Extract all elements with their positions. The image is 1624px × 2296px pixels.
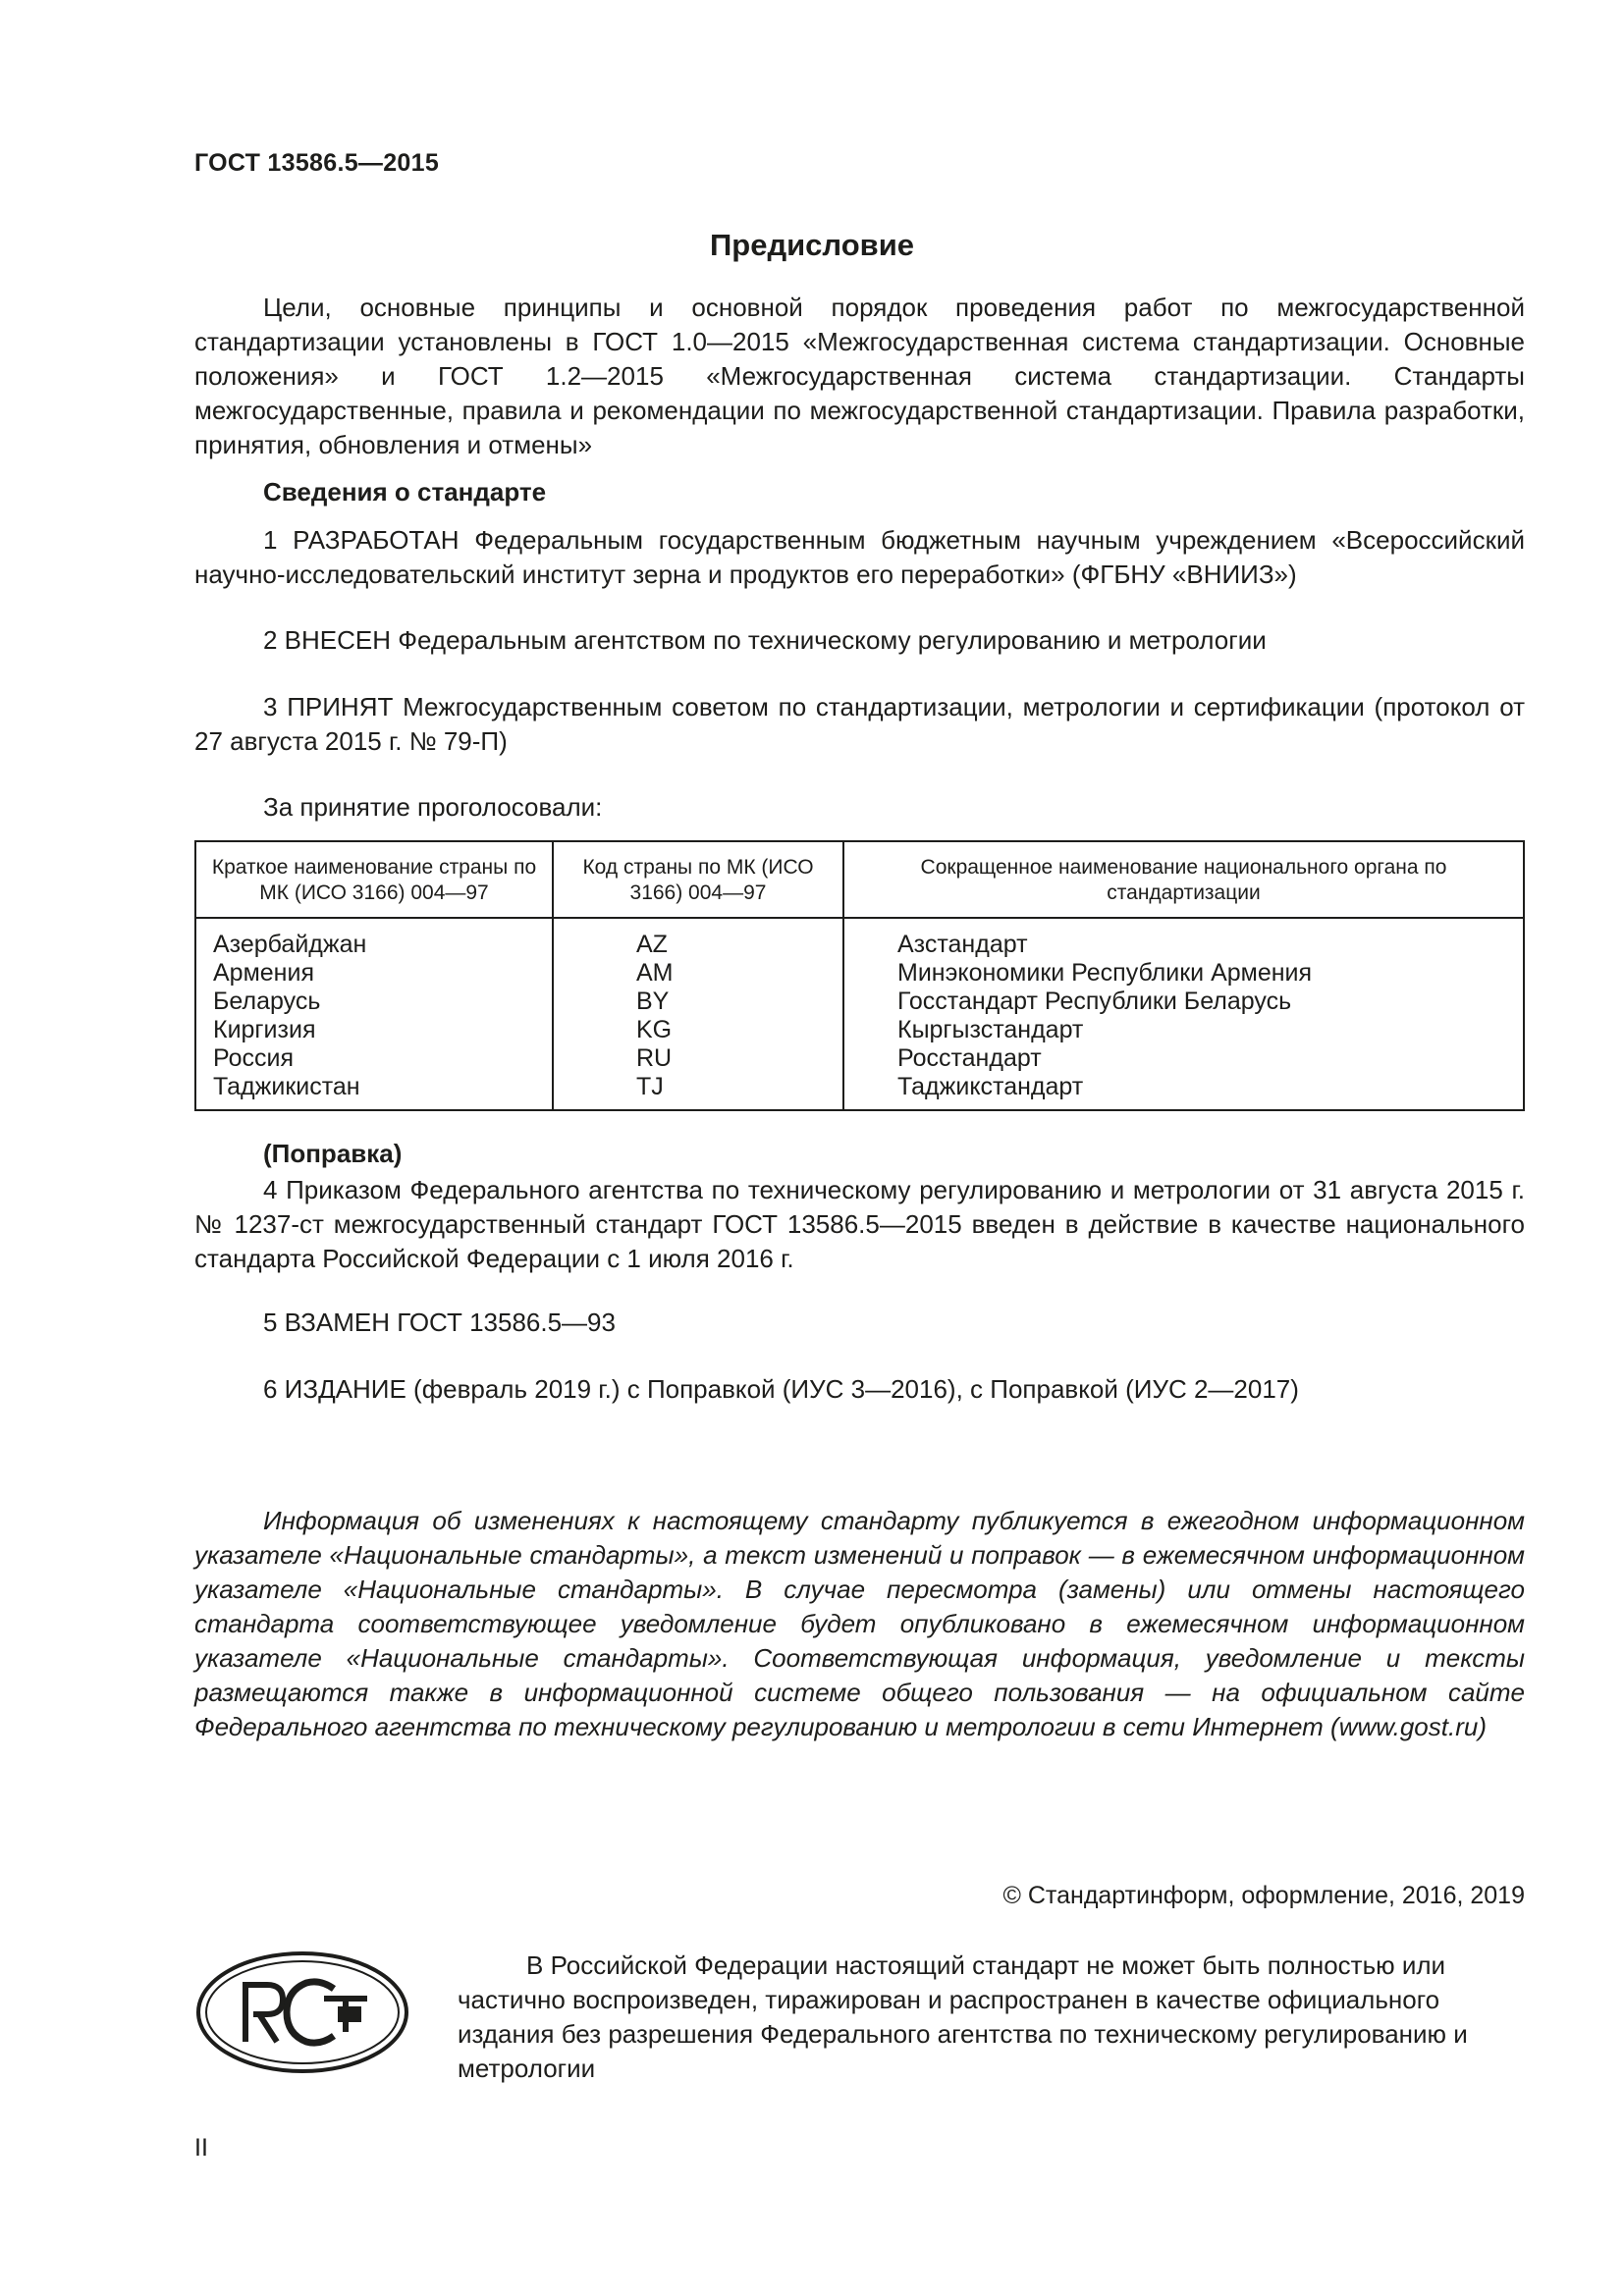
table-row (195, 988, 1524, 1016)
reproduction-notice: В Российской Федерации настоящий стандарт не может быть полностью или частично воспроизведен, тиражирован и распространен в качестве официального издания без разрешения Федерального агентства по техническому регулированию и метрологии (458, 1950, 1468, 2083)
page-number: II (194, 2134, 208, 2162)
cell-country: Беларусь (195, 988, 553, 1016)
column-header-body: Сокращенное наименование национального органа по стандартизации (843, 841, 1524, 918)
cell-country: Армения (195, 959, 553, 988)
table-row (195, 918, 1524, 959)
cell-country: Таджикистан (195, 1073, 553, 1110)
intro-paragraph: Цели, основные принципы и основной порядок проведения работ по межгосударственной стандартизации установлены в ГОСТ 1.0—2015 «Межгосударственная система стандартизации. Основные положения» и ГОСТ 1.2—2015 «Межгосударственная система стандартизации. Стандарты межгосударственные, правила и рекомендации по межгосударственной стандартизации. Правила разработки, принятия, обновления и отмены» (194, 293, 1525, 459)
cell-body: Таджикстандарт (843, 1073, 1524, 1110)
cell-body: Госстандарт Республики Беларусь (843, 988, 1524, 1016)
cell-body: Минэкономики Республики Армения (843, 959, 1524, 988)
item-submitted: 2 ВНЕСЕН Федеральным агентством по техническому регулированию и метрологии (263, 625, 1267, 655)
item-adopted: 3 ПРИНЯТ Межгосударственным советом по стандартизации, метрологии и сертификации (протокол от 27 августа 2015 г. № 79-П) (194, 692, 1525, 756)
cell-body: Кыргызстандарт (843, 1016, 1524, 1044)
cell-body: Азстандарт (843, 918, 1524, 959)
item-developed: 1 РАЗРАБОТАН Федеральным государственным бюджетным научным учреждением «Всероссийский научно-исследовательский институт зерна и продуктов его переработки» (ФГБНУ «ВНИИЗ») (194, 525, 1525, 589)
cell-country: Азербайджан (195, 918, 553, 959)
cell-code: BY (553, 988, 843, 1016)
rst-certification-mark-icon (194, 1949, 410, 2075)
column-header-code: Код страны по МК (ИСО 3166) 004—97 (553, 841, 843, 918)
cell-country: Россия (195, 1044, 553, 1073)
amendment-label: (Поправка) (263, 1139, 403, 1168)
voted-label: За принятие проголосовали: (263, 792, 603, 822)
cell-country: Киргизия (195, 1016, 553, 1044)
table-row (195, 1073, 1524, 1110)
item-edition: 6 ИЗДАНИЕ (февраль 2019 г.) с Поправкой (ИУС 3—2016), с Поправкой (ИУС 2—2017) (263, 1374, 1299, 1404)
cell-code: KG (553, 1016, 843, 1044)
table-row (195, 959, 1524, 988)
cell-code: RU (553, 1044, 843, 1073)
table-row (195, 1044, 1524, 1073)
page-title: Предисловие (709, 228, 914, 262)
cell-body: Росстандарт (843, 1044, 1524, 1073)
cell-code: AM (553, 959, 843, 988)
cell-code: TJ (553, 1073, 843, 1110)
voting-table (194, 840, 1525, 1111)
table-header-row (195, 841, 1524, 918)
standard-info-heading: Сведения о стандарте (263, 477, 547, 507)
cell-code: AZ (553, 918, 843, 959)
changes-info-note: Информация об изменениях к настоящему стандарту публикуется в ежегодном информационном указателе «Национальные стандарты», а текст изменений и поправок — в ежемесячном информационном указателе «Национальные стандарты». В случае пересмотра (замены) или отмены настоящего стандарта соответствующее уведомление будет опубликовано в ежемесячном информационном указателе «Национальные стандарты». Соответствующая информация, уведомление и тексты размещаются также в информационной системе общего пользования — на официальном сайте Федерального агентства по техническому регулированию и метрологии в сети Интернет (www.gost.ru) (194, 1506, 1525, 1741)
item-replaces: 5 ВЗАМЕН ГОСТ 13586.5—93 (263, 1308, 616, 1337)
item-enacted: 4 Приказом Федерального агентства по техническому регулированию и метрологии от 31 августа 2015 г. № 1237-ст межгосударственный стандарт ГОСТ 13586.5—2015 введен в действие в качестве национального стандарта Российской Федерации с 1 июля 2016 г. (194, 1175, 1525, 1273)
document-header: ГОСТ 13586.5—2015 (194, 149, 440, 177)
column-header-country: Краткое наименование страны по МК (ИСО 3166) 004—97 (195, 841, 553, 918)
copyright-line: © Стандартинформ, оформление, 2016, 2019 (1002, 1882, 1525, 1909)
table-row (195, 1016, 1524, 1044)
